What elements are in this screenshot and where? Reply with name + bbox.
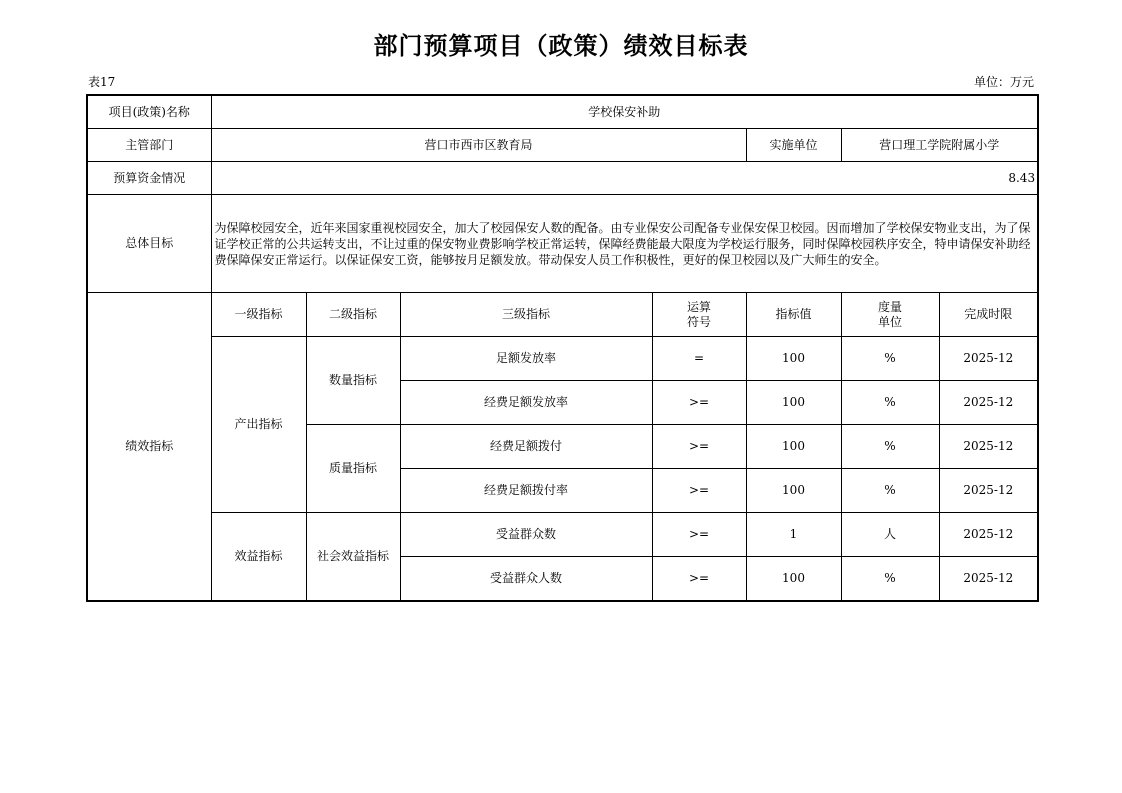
header-unit <box>841 293 939 337</box>
unit-cell: % <box>841 381 939 425</box>
level3-cell: 经费足额拨付 <box>400 425 652 469</box>
budget-value: 8.43 <box>211 162 1038 195</box>
value-cell: 100 <box>746 337 841 381</box>
value-cell: 100 <box>746 381 841 425</box>
table-row <box>87 337 1038 381</box>
value-cell: 100 <box>746 425 841 469</box>
unit-label: 单位：万元 <box>973 75 1034 89</box>
operator-cell: >= <box>652 513 746 557</box>
unit-cell: % <box>841 337 939 381</box>
dept-value: 营口市西市区教育局 <box>211 129 746 162</box>
budget-label: 预算资金情况 <box>87 162 211 195</box>
table-number: 表17 <box>88 75 116 89</box>
deadline-cell: 2025-12 <box>939 425 1038 469</box>
goal-text: 为保障校园安全，近年来国家重视校园安全，加大了校园保安人数的配备。由专业保安公司配备专业保安保卫校园。因而增加了学校保安物业支出，为了保证学校正常的公共运转支出，不让过重的保安物业费影响学校正常运转，保障经费能最大限度为学校运行服务，同时保障校园秩序安全，特申请保安补助经费保障保安正常运行。以保证保安工资，能够按月足额发放。带动保安人员工作积极性，更好的保卫校园以及广大师生的安全。 <box>211 195 1038 293</box>
level2-social-benefit: 社会效益指标 <box>306 513 400 602</box>
operator-cell: >= <box>652 469 746 513</box>
impl-unit-label: 实施单位 <box>746 129 841 162</box>
deadline-cell: 2025-12 <box>939 557 1038 602</box>
performance-target-table <box>86 94 1039 602</box>
level3-cell: 经费足额发放率 <box>400 381 652 425</box>
level2-quality: 质量指标 <box>306 425 400 513</box>
value-cell: 100 <box>746 469 841 513</box>
deadline-cell: 2025-12 <box>939 381 1038 425</box>
value-cell: 100 <box>746 557 841 602</box>
project-name-label: 项目(政策)名称 <box>87 95 211 129</box>
department-row <box>87 129 1038 162</box>
impl-unit-value: 营口理工学院附属小学 <box>841 129 1038 162</box>
header-operator-line1: 运算 <box>686 299 711 314</box>
deadline-cell: 2025-12 <box>939 513 1038 557</box>
header-operator <box>652 293 746 337</box>
deadline-cell: 2025-12 <box>939 337 1038 381</box>
unit-cell: 人 <box>841 513 939 557</box>
level3-cell: 足额发放率 <box>400 337 652 381</box>
page-title: 部门预算项目（政策）绩效目标表 <box>373 32 749 60</box>
value-cell: 1 <box>746 513 841 557</box>
level3-cell: 经费足额拨付率 <box>400 469 652 513</box>
project-row <box>87 95 1038 129</box>
header-deadline: 完成时限 <box>939 293 1038 337</box>
header-level3: 三级指标 <box>400 293 652 337</box>
header-value: 指标值 <box>746 293 841 337</box>
level3-cell: 受益群众数 <box>400 513 652 557</box>
header-unit-line1: 度量 <box>877 299 902 314</box>
operator-cell: >= <box>652 557 746 602</box>
unit-cell: % <box>841 469 939 513</box>
header-operator-line2: 符号 <box>686 314 711 329</box>
level2-quantity: 数量指标 <box>306 337 400 425</box>
perf-header-row <box>87 293 1038 337</box>
budget-row <box>87 162 1038 195</box>
header-unit-line2: 单位 <box>877 314 902 329</box>
goal-label: 总体目标 <box>87 195 211 293</box>
goal-row <box>87 195 1038 293</box>
level1-benefit: 效益指标 <box>211 513 306 602</box>
operator-cell: = <box>652 337 746 381</box>
deadline-cell: 2025-12 <box>939 469 1038 513</box>
level1-output: 产出指标 <box>211 337 306 513</box>
project-name-value: 学校保安补助 <box>211 95 1038 129</box>
perf-label: 绩效指标 <box>87 293 211 602</box>
header-level2: 二级指标 <box>306 293 400 337</box>
dept-label: 主管部门 <box>87 129 211 162</box>
table-row <box>87 513 1038 557</box>
operator-cell: >= <box>652 381 746 425</box>
level3-cell: 受益群众人数 <box>400 557 652 602</box>
header-level1: 一级指标 <box>211 293 306 337</box>
operator-cell: >= <box>652 425 746 469</box>
unit-cell: % <box>841 557 939 602</box>
unit-cell: % <box>841 425 939 469</box>
